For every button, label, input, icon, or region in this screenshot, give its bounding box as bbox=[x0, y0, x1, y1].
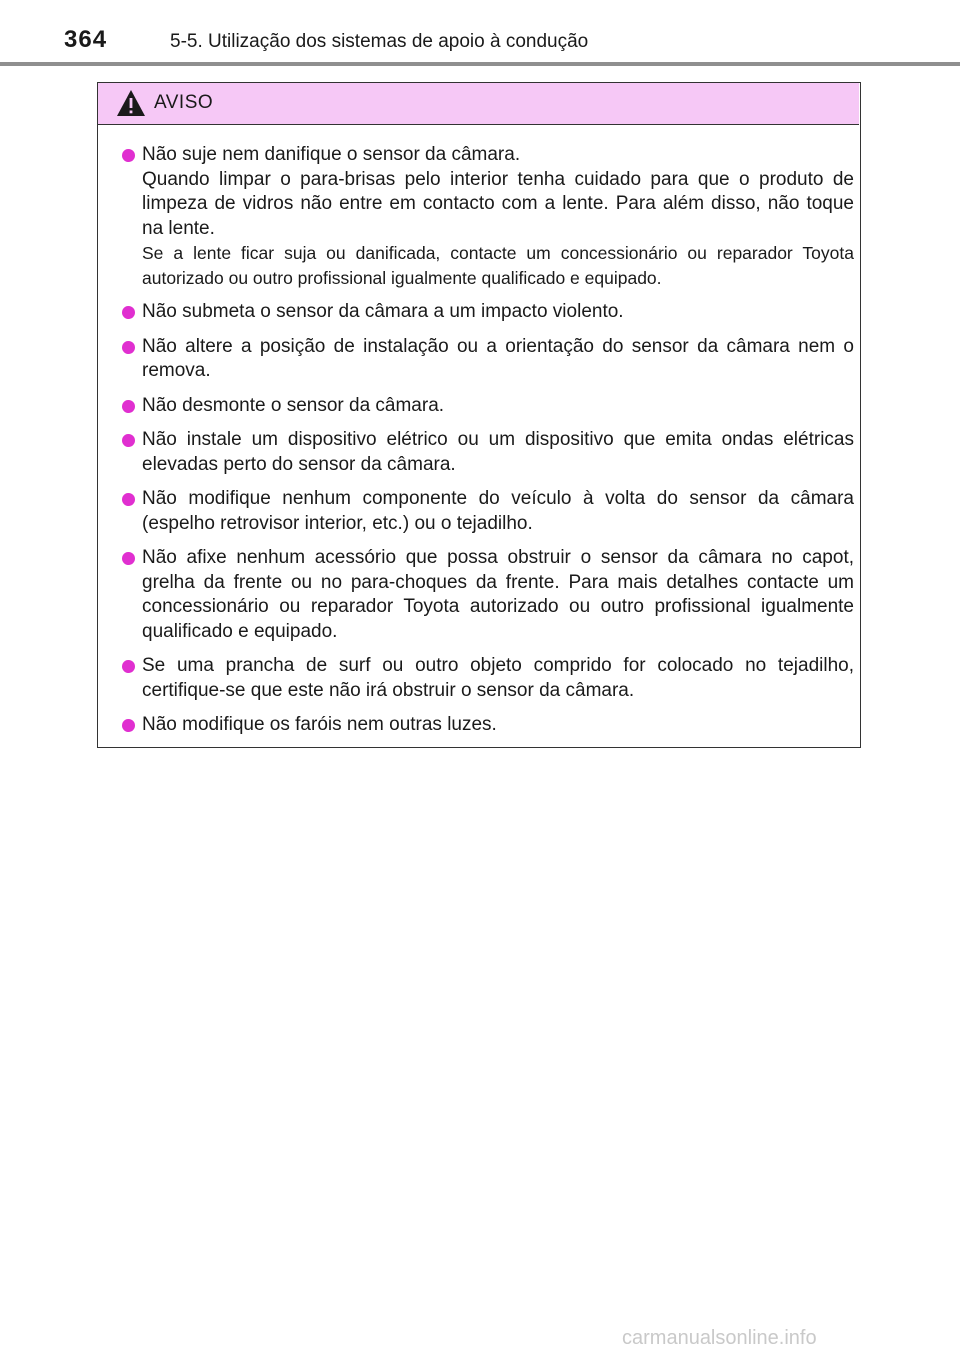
warning-box bbox=[97, 82, 861, 748]
bullet-icon bbox=[122, 400, 135, 413]
warning-header bbox=[98, 83, 859, 125]
warning-list bbox=[112, 143, 854, 748]
warning-label: AVISO bbox=[154, 92, 214, 113]
bullet-icon bbox=[122, 149, 135, 162]
warning-item bbox=[112, 300, 854, 325]
bullet-icon bbox=[122, 660, 135, 673]
warning-item-text: Se uma prancha de surf ou outro objeto comprido for colocado no tejadilho, certifique-se que este não irá obstruir o sensor da câmara. bbox=[142, 655, 854, 701]
warning-item bbox=[112, 143, 854, 290]
warning-item-text: Se a lente ficar suja ou danificada, contacte um concessionário ou reparador Toyota autorizado ou outro profissional igualmente qualificado e equipado. bbox=[142, 243, 854, 288]
bullet-icon bbox=[122, 434, 135, 447]
header-rule bbox=[0, 62, 960, 66]
bullet-icon bbox=[122, 306, 135, 319]
bullet-icon bbox=[122, 552, 135, 565]
warning-item-text: Quando limpar o para-brisas pelo interior tenha cuidado para que o produto de limpeza de vidros não entre em contacto com a lente. Para além disso, não toque na lente. bbox=[142, 168, 854, 239]
warning-item bbox=[112, 394, 854, 419]
page-number: 364 bbox=[64, 26, 108, 53]
warning-triangle-icon bbox=[116, 89, 146, 117]
warning-item bbox=[112, 487, 854, 536]
warning-item bbox=[112, 546, 854, 644]
watermark: carmanualsonline.info bbox=[622, 1327, 817, 1349]
section-title: 5-5. Utilização dos sistemas de apoio à condução bbox=[170, 31, 589, 52]
warning-item-text: Não modifique nenhum componente do veículo à volta do sensor da câmara (espelho retrovisor interior, etc.) ou o tejadilho. bbox=[142, 488, 854, 534]
warning-item-text: Não altere a posição de instalação ou a orientação do sensor da câmara nem o remova. bbox=[142, 335, 854, 381]
warning-item bbox=[112, 713, 854, 738]
bullet-icon bbox=[122, 719, 135, 732]
warning-item-text: Não desmonte o sensor da câmara. bbox=[142, 394, 445, 416]
warning-item bbox=[112, 654, 854, 703]
warning-item-text: Não afixe nenhum acessório que possa obstruir o sensor da câmara no capot, grelha da frente ou no para-choques da frente. Para mais detalhes contacte um concessionário ou reparador Toyota autorizado ou outro profissional igualmente qualificado e equipado. bbox=[142, 547, 854, 642]
page-header bbox=[0, 0, 960, 66]
warning-item-text: Não modifique os faróis nem outras luzes. bbox=[142, 714, 497, 735]
warning-item-text: Não instale um dispositivo elétrico ou um dispositivo que emita ondas elétricas elevadas perto do sensor da câmara. bbox=[142, 429, 854, 475]
warning-item-text: Não suje nem danifique o sensor da câmara. bbox=[142, 144, 521, 165]
bullet-icon bbox=[122, 341, 135, 354]
bullet-icon bbox=[122, 493, 135, 506]
warning-item bbox=[112, 428, 854, 477]
warning-item bbox=[112, 335, 854, 384]
warning-item-text: Não submeta o sensor da câmara a um impacto violento. bbox=[142, 301, 624, 322]
